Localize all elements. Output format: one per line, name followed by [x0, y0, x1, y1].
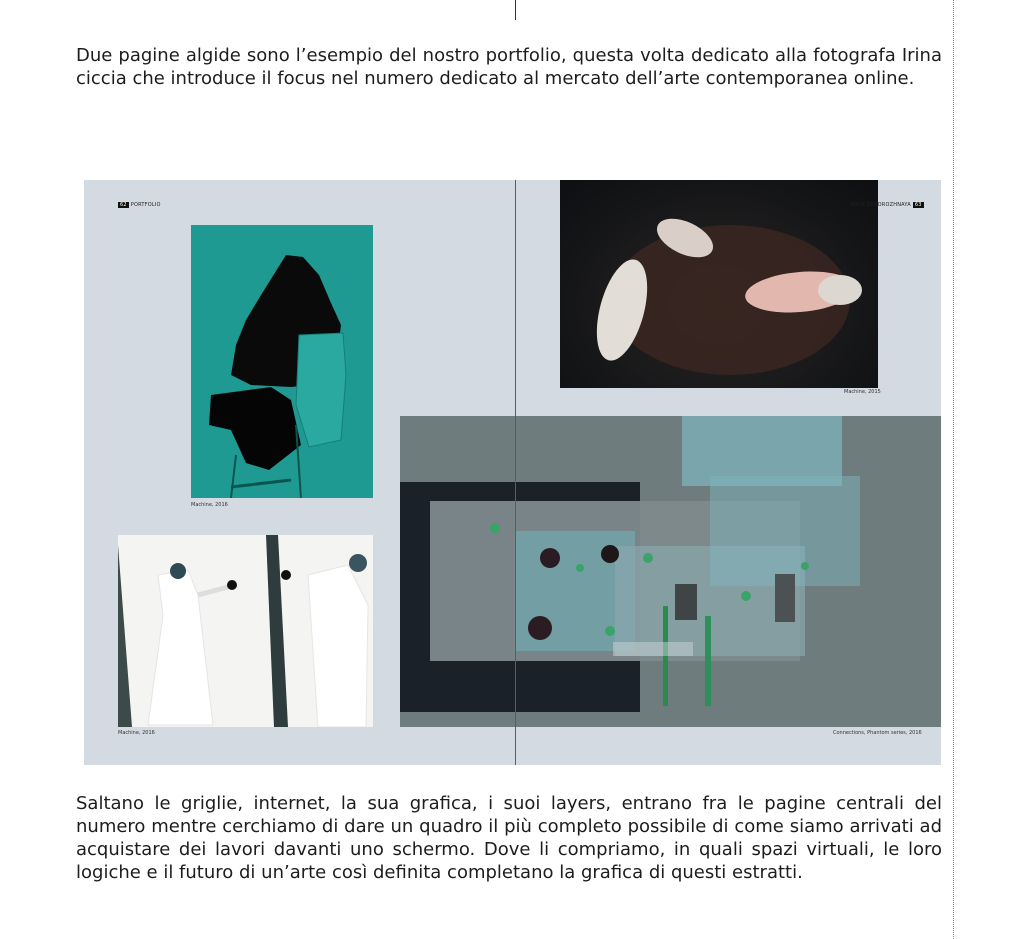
spread-gutter — [515, 180, 516, 765]
glitch-photo — [400, 416, 941, 727]
margin-dotted-line — [953, 0, 954, 939]
top-divider — [515, 0, 516, 20]
right-folio-name: IRINA ZADOROZHNAYA — [850, 202, 911, 208]
left-page-number: 62 — [120, 202, 127, 208]
teal-photo-caption: Machine, 2016 — [191, 502, 228, 508]
white-photo-caption: Machine, 2016 — [118, 730, 155, 736]
glitch-photo-caption: Connections, Phantom series, 2016 — [833, 730, 922, 736]
pigs-photo-caption: Machine, 2015 — [844, 389, 881, 395]
right-page-number: 63 — [914, 202, 922, 208]
outro-paragraph: Saltano le griglie, internet, la sua grafica, i suoi layers, entrano fra le pagine centrali del numero mentre cerchiamo di dare un quadro il più completo possibile di come siamo arrivati ad acquistare dei lavori davanti uno schermo. Dove li compriamo, in quali spazi virtuali, le loro logiche e il futuro di un’arte così definita completano la grafica di questi estratti. — [76, 793, 942, 883]
magazine-spread — [84, 180, 941, 765]
intro-paragraph: Due pagine algide sono l’esempio del nostro portfolio, questa volta dedicato alla fotografa Irina ciccia che introduce il focus nel numero dedicato al mercato dell’arte contemporanea online. — [76, 45, 942, 89]
left-folio — [118, 202, 161, 208]
pigs-photo — [560, 180, 878, 388]
teal-photo — [191, 225, 373, 498]
left-section-label: PORTFOLIO — [130, 202, 161, 208]
white-photo — [118, 535, 373, 727]
right-folio — [850, 202, 924, 208]
